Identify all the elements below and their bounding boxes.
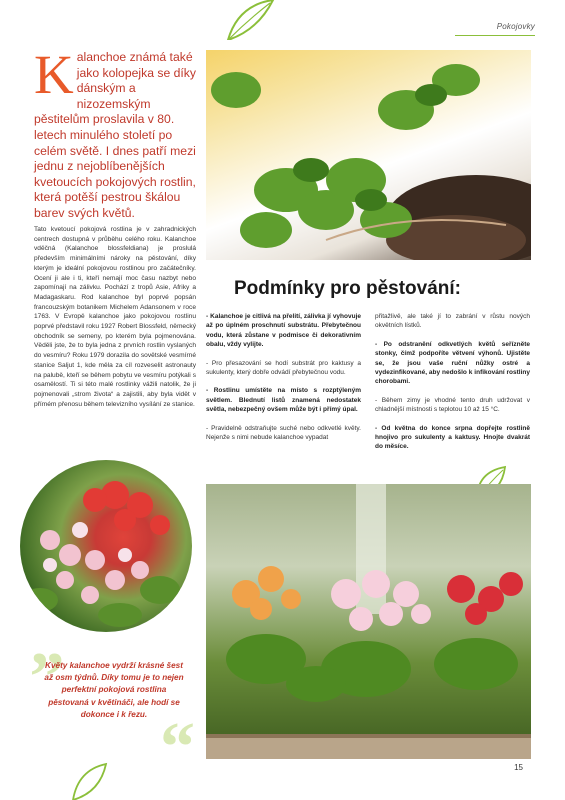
conditions-column-2 (206, 312, 361, 451)
photo-kalanchoe-pots-art (206, 484, 531, 759)
tip-item (206, 312, 361, 350)
tip-item (206, 424, 361, 443)
quote-close-mark: “ (160, 709, 195, 786)
tip-text: - Pro přesazování se hodí substrát pro kaktusy a sukulenty, který dobře odvádí přebytečnou vodu. (206, 359, 361, 377)
tip-text: přitažlivě, ale také jí to zabrání v růstu nových okvětních lístků. (375, 313, 530, 330)
drop-cap: K (34, 44, 74, 105)
body-column-1 (34, 225, 196, 409)
tip-text: - Pravidelně odstraňujte suché nebo odkvetlé květy. Nejenže s nimi nebude kalanchoe vypadat (206, 424, 361, 442)
tip-item (375, 396, 530, 415)
body-paragraph: Tato kvetoucí pokojová rostlina je v zahradnických centrech dostupná v průběhu celého roku. Kalanchoe vděčná (Kalanchoe blossfeldiana) je proslulá především minimálními nároky na pěstování, díky kterým je ideální pokojovou rostlinou pro začátečníky. Ocení ji ale i ti, kteří nemají moc času nazbyt nebo zapomínají na zálivku. Pochází z tropů Asie, Afriky a Madagaskaru. Rod kalanchoe byl poprvé popsán francouzským botanikem Michelem Adansonem v roce 1763. V Evropě kalanchoe jako pokojovou rostlinu poprvé představil roku 1927 Robert Blossfeld, německý obchodník se semeny, po kterém byla pojmenována. Věděli jste, že to byla jedna z prvních rostlin vyslaných do vesmíru? Roku 1979 dorazila do sovětské vesmírné stanice Saljut 1, kde měla za cíl rozveselit astronauty na palubě, kteří se během pobytu ve vesmíru potýkali s osamělostí. Ti si této malé rostlinky vážili natolik, že ji pojmenovali „strom života“ a zajistili, aby byla vidět v přímém přenosu během televizního vysílání ze stanice. (34, 226, 196, 408)
tip-item (206, 359, 361, 378)
quote-open-mark: „ (30, 603, 65, 680)
photo-kalanchoe-pots (206, 484, 531, 759)
page-number: 15 (514, 763, 523, 772)
tip-item (375, 424, 530, 452)
header-rule (455, 35, 535, 36)
photo-kalanchoe-repotting-art (206, 50, 531, 260)
tip-bold-text: - Od května do konce srpna dopřejte rostlině hnojivo pro sukulenty a kaktusy. Hnojte dvakrát do měsíce. (375, 424, 530, 451)
section-heading: Podmínky pro pěstování: (234, 278, 461, 299)
intro-text: alanchoe známá také jako kolopejka se díky dánským a nizozemským pěstitelům proslavila v 80. letech minulého století po celém světě. I dnes patří mezi jednu z nejoblíbenějších kvetoucích pokojových rostlin, která potěší pestrou škálou barev svých květů. (34, 50, 196, 220)
leaf-decoration-top (218, 0, 278, 40)
photo-kalanchoe-repotting (206, 50, 531, 260)
tip-item (375, 340, 530, 387)
tip-item (206, 386, 361, 414)
conditions-column-3 (375, 312, 530, 461)
intro-paragraph (34, 44, 198, 222)
section-label: Pokojovky (496, 22, 535, 31)
tip-bold-text: - Po odstranění odkvetlých květů seřízněte stonky, čímž podpoříte větvení výhonů. Ujistěte se, že jsou vaše ruční nůžky ostré a vydezinfikované, aby nedošlo k infikování rostliny chorobami. (375, 340, 530, 386)
tip-item (375, 312, 530, 331)
tip-text: - Během zimy je vhodné tento druh udržovat v chladnější místnosti s teplotou 10 až 15 °C. (375, 396, 530, 414)
tip-bold-text: - Rostlinu umístěte na místo s rozptýleným světlem. Blednutí listů znamená nedostatek světla, nebezpečný ovšem může být i přímý úpal. (206, 387, 361, 414)
leaf-decoration-bottom (68, 762, 108, 800)
pull-quote: Květy kalanchoe vydrží krásné šest až osm týdnů. Díky tomu je to nejen perfektní pokojová rostlina pěstovaná v květináči, ale hodí se dokonce i k řezu. (44, 661, 184, 719)
tip-bold-text: - Kalanchoe je citlivá na přelití, zálivka jí vyhovuje až po úplném proschnutí substrátu. Přebytečnou vodu, která zůstane v podmisce či dekorativním obalu, vždy vylijte. (206, 313, 361, 349)
